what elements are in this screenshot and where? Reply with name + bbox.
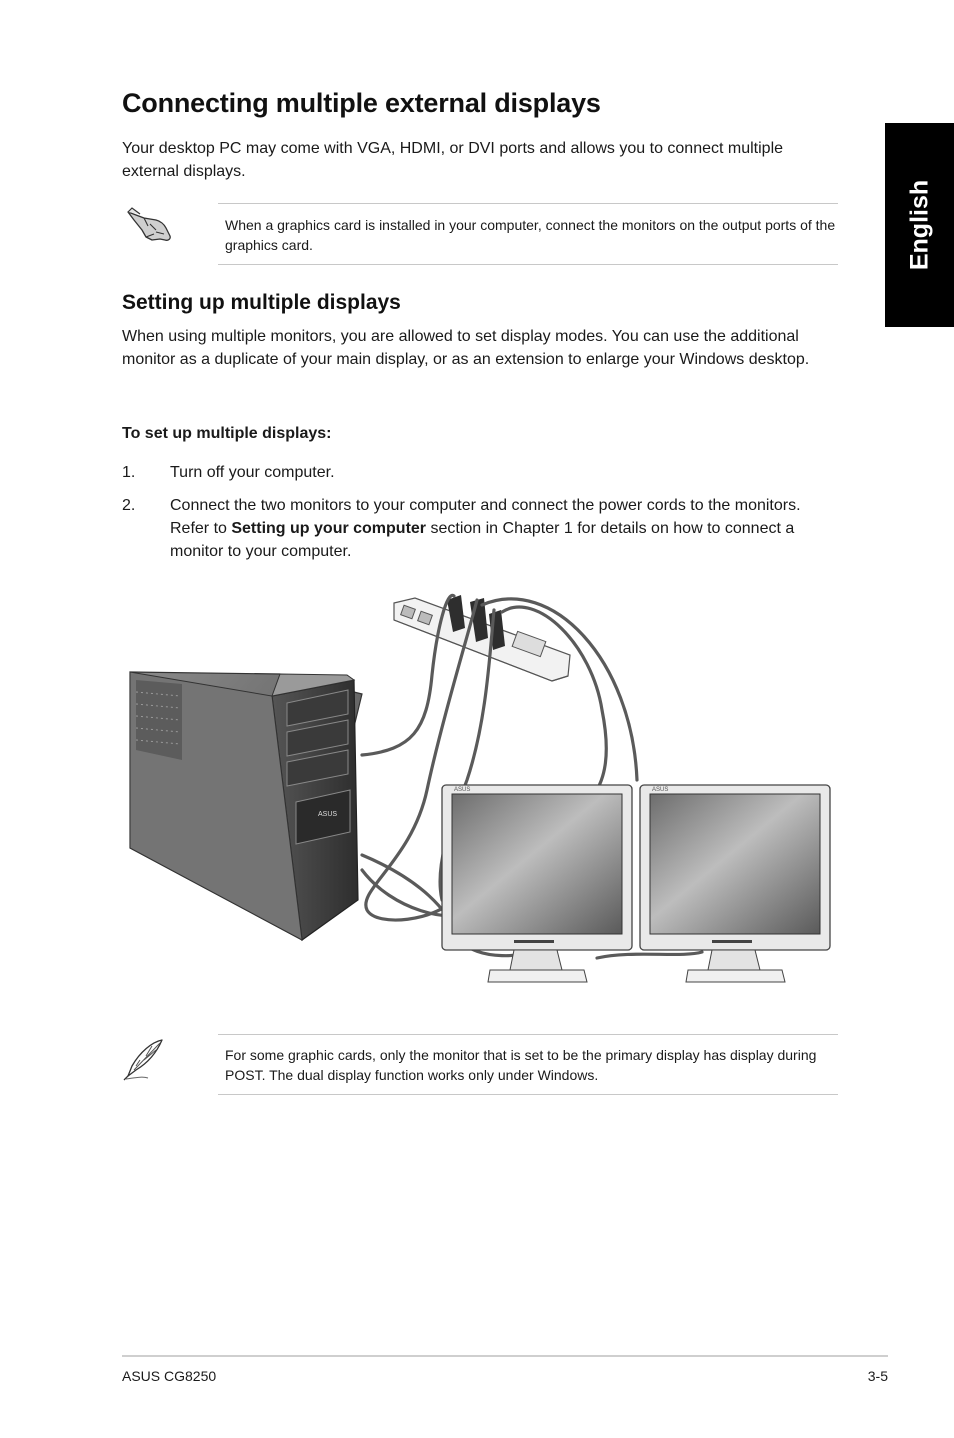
monitor-1	[442, 785, 632, 982]
note-box-graphics-card	[218, 203, 838, 265]
section-heading: Setting up multiple displays	[122, 291, 401, 314]
quill-pen-icon	[122, 1036, 168, 1082]
language-side-tab	[885, 123, 954, 327]
footer-divider	[122, 1355, 888, 1357]
step-item	[122, 494, 842, 563]
step-number: 1.	[122, 464, 136, 481]
monitor-2-brand-label: ASUS	[652, 787, 669, 793]
step-number: 2.	[122, 497, 136, 514]
step-text-post: section in Chapter 1 for details on how to connect a monitor to your computer.	[170, 520, 795, 560]
note-text: When a graphics card is installed in your computer, connect the monitors on the output ports of the graphics card.	[225, 217, 836, 253]
step-item	[122, 461, 842, 484]
section-paragraph: When using multiple monitors, you are allowed to set display modes. You can use the additional monitor as a duplicate of your main display, or as an extension to enlarge your Windows desktop.	[122, 328, 810, 368]
step-text	[170, 494, 842, 563]
side-tab-label: English	[905, 179, 933, 271]
monitor-2	[640, 785, 830, 982]
intro-paragraph: Your desktop PC may come with VGA, HDMI, or DVI ports and allows you to connect multiple external displays.	[122, 140, 784, 180]
note-text: For some graphic cards, only the monitor that is set to be the primary display has display during POST. The dual display function works only under Windows.	[225, 1047, 817, 1083]
step-text-bold-reference: Setting up your computer	[231, 520, 427, 537]
footer-model: ASUS CG8250	[122, 1368, 217, 1384]
step-text-pre: Connect the two monitors to your computer and connect the power cords to the monitors. Refer to	[170, 497, 801, 537]
dual-monitor-setup-illustration	[122, 580, 834, 992]
step-text: Turn off your computer.	[170, 464, 335, 481]
desktop-pc-tower	[130, 672, 362, 940]
pointing-hand-icon	[126, 204, 174, 244]
monitor-1-brand-label: ASUS	[454, 787, 471, 793]
page-title: Connecting multiple external displays	[122, 88, 601, 118]
procedure-title: To set up multiple displays:	[122, 425, 332, 442]
footer-page-number: 3-5	[867, 1368, 888, 1384]
pc-brand-label: ASUS	[318, 811, 338, 818]
note-box-primary-display	[218, 1034, 838, 1095]
